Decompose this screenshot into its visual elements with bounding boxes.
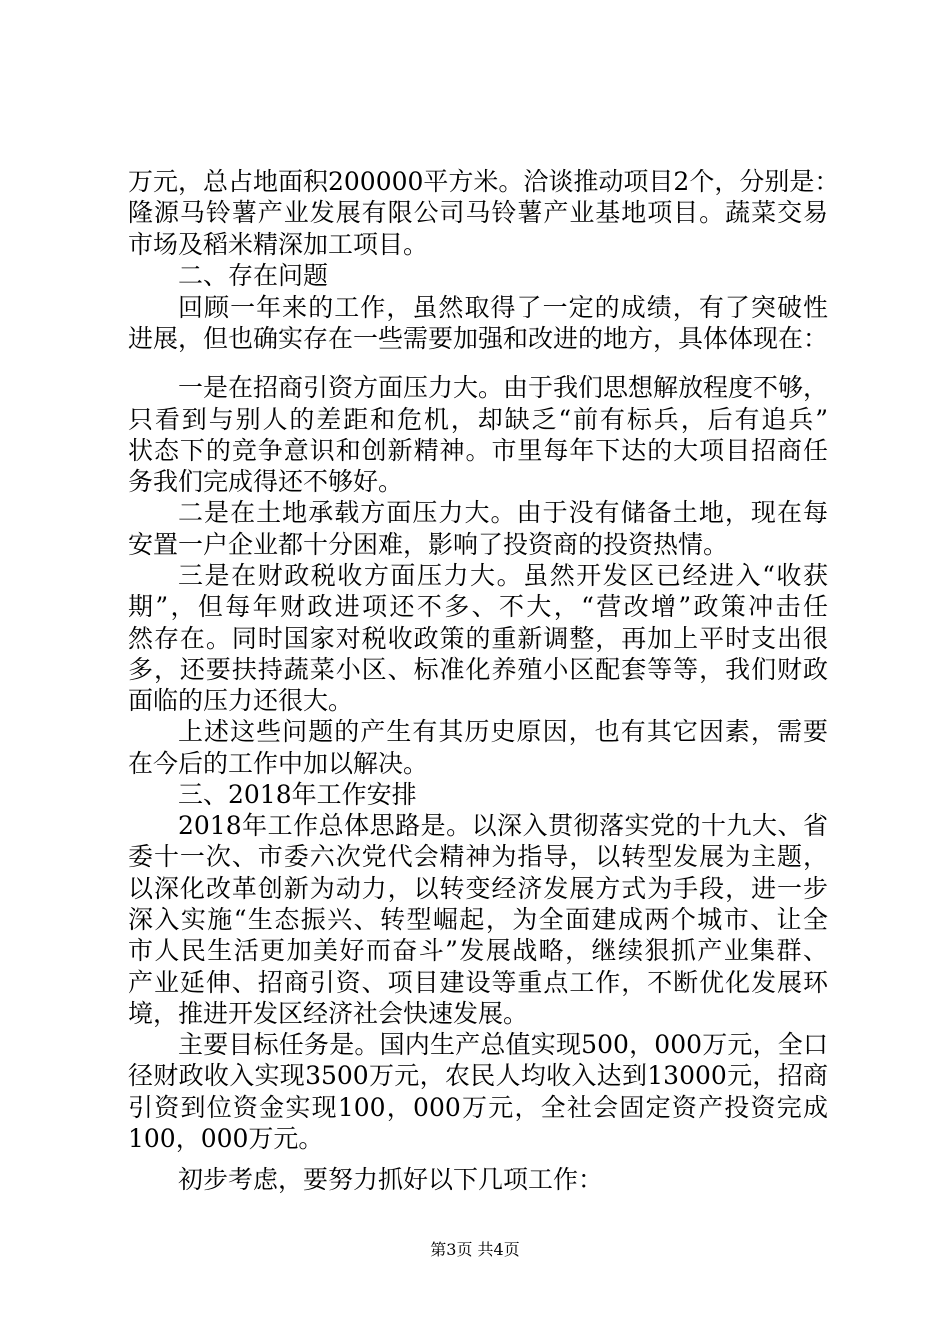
paragraph-line: 在今后的工作中加以解决。 xyxy=(128,749,429,778)
paragraph-line: 以深化改革创新为动力，以转变经济发展方式为手段，进一步 xyxy=(128,874,828,903)
paragraph-line: 市场及稻米精深加工项目。 xyxy=(128,230,429,259)
paragraph-line: 只看到与别人的差距和危机，却缺乏“前有标兵，后有追兵” xyxy=(128,405,828,434)
paragraph-line: 回顾一年来的工作，虽然取得了一定的成绩，有了突破性 xyxy=(178,293,828,322)
paragraph-line: 引资到位资金实现100，000万元，全社会固定资产投资完成 xyxy=(128,1093,828,1122)
paragraph-line: 一是在招商引资方面压力大。由于我们思想解放程度不够， xyxy=(178,373,829,402)
paragraph-line: 三是在财政税收方面压力大。虽然开发区已经进入“收获 xyxy=(178,561,828,590)
paragraph-line: 万元，总占地面积200000平方米。洽谈推动项目2个，分别是： xyxy=(128,167,840,196)
paragraph-line: 初步考虑，要努力抓好以下几项工作： xyxy=(178,1165,604,1194)
paragraph-line: 深入实施“生态振兴、转型崛起，为全面建成两个城市、让全 xyxy=(128,905,828,934)
section-heading: 三、2018年工作安排 xyxy=(178,780,417,809)
paragraph-line: 产业延伸、招商引资、项目建设等重点工作，不断优化发展环 xyxy=(128,968,828,997)
paragraph-line: 主要目标任务是。国内生产总值实现500，000万元，全口 xyxy=(178,1030,828,1059)
paragraph-line: 二是在土地承载方面压力大。由于没有储备土地，现在每 xyxy=(178,498,828,527)
paragraph-line: 面临的压力还很大。 xyxy=(128,686,354,715)
paragraph-line: 100，000万元。 xyxy=(128,1124,324,1153)
paragraph-line: 务我们完成得还不够好。 xyxy=(128,467,404,496)
paragraph-line: 径财政收入实现3500万元，农民人均收入达到13000元，招商 xyxy=(128,1061,828,1090)
page-footer: 第3页 共4页 xyxy=(430,1240,520,1259)
section-heading: 二、存在问题 xyxy=(178,261,329,290)
paragraph-line: 期”，但每年财政进项还不多、不大，“营改增”政策冲击任 xyxy=(128,592,828,621)
paragraph-line: 2018年工作总体思路是。以深入贯彻落实党的十九大、省 xyxy=(178,811,828,840)
paragraph-line: 隆源马铃薯产业发展有限公司马铃薯产业基地项目。蔬菜交易 xyxy=(128,198,828,227)
paragraph-line: 进展，但也确实存在一些需要加强和改进的地方，具体体现在： xyxy=(128,324,829,353)
paragraph-line: 然存在。同时国家对税收政策的重新调整，再加上平时支出很 xyxy=(128,624,828,653)
paragraph-line: 境，推进开发区经济社会快速发展。 xyxy=(128,999,529,1028)
paragraph-line: 多，还要扶持蔬菜小区、标准化养殖小区配套等等，我们财政 xyxy=(128,655,828,684)
paragraph-line: 市人民生活更加美好而奋斗”发展战略，继续狠抓产业集群、 xyxy=(128,936,828,965)
paragraph-line: 上述这些问题的产生有其历史原因，也有其它因素，需要 xyxy=(178,717,828,746)
paragraph-line: 状态下的竞争意识和创新精神。市里每年下达的大项目招商任 xyxy=(128,436,828,465)
paragraph-line: 委十一次、市委六次党代会精神为指导，以转型发展为主题， xyxy=(128,842,828,871)
paragraph-line: 安置一户企业都十分困难，影响了投资商的投资热情。 xyxy=(128,530,729,559)
